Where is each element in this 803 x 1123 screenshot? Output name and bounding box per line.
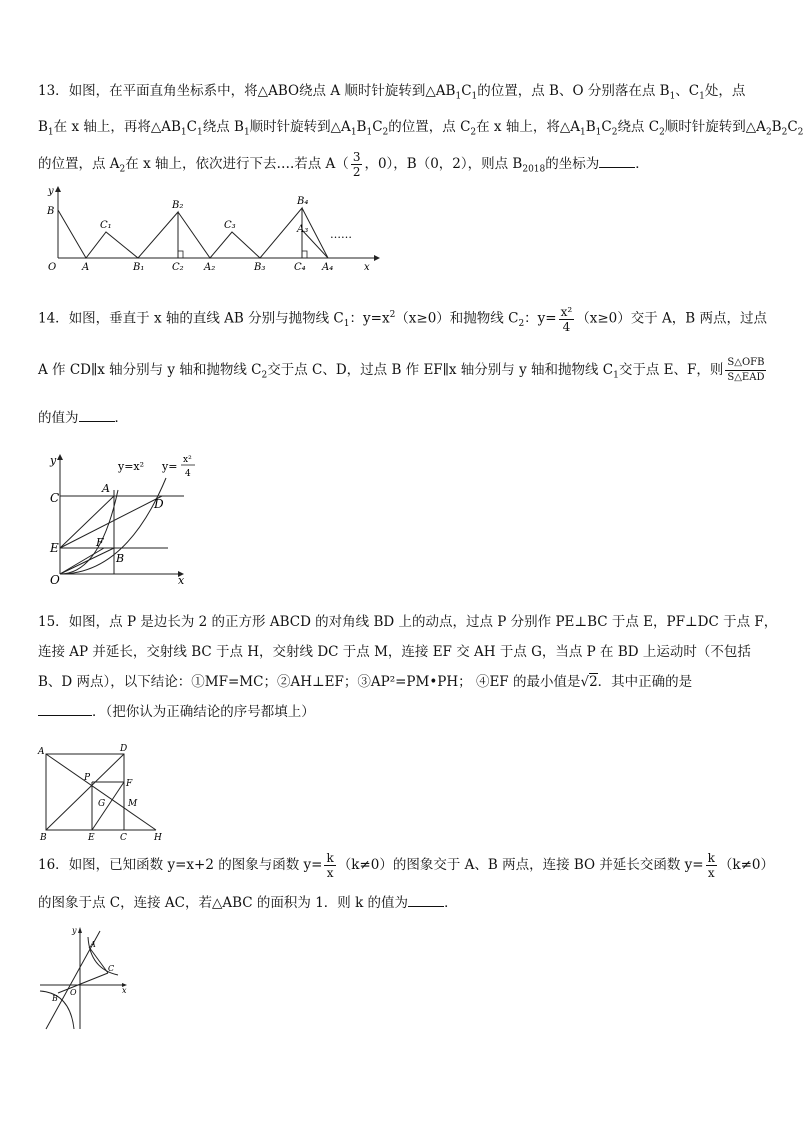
svg-text:A: A: [90, 940, 96, 949]
svg-text:y: y: [50, 454, 57, 467]
svg-text:C₃: C₃: [224, 220, 236, 231]
answer-blank[interactable]: [599, 153, 635, 168]
q14-line-2: A 作 CD∥x 轴分别与 y 轴和抛物线 $C_2$交于点 C、D，过点 B 作 EF∥x 轴分别与 y 轴和抛物线 $C_1$交于点 E、F，则 $\frac{\text{S△OFB}}{\text{S△EAD}}$: [38, 357, 765, 384]
q13-line-2: $B_1$在 x 轴上，再将$\triangle AB_1C_1$绕点 $B_1$顺时针旋转到$\triangle A_1B_1C_2$的位置，点 $C_2$在 x 轴上，将$\triangle A_1B_1C_2$绕点 $C_2$顺时针旋转到$\triangle A_2B_2C_2$: [38, 118, 803, 138]
question-14: [38, 300, 767, 433]
q16-figure: [36, 925, 132, 1033]
svg-text:A₃: A₃: [297, 224, 309, 235]
svg-text:……: ……: [330, 228, 352, 241]
svg-text:C₁: C₁: [100, 220, 112, 231]
svg-text:y=: y=: [162, 460, 178, 473]
svg-text:P: P: [84, 773, 91, 783]
q13-figure: [38, 184, 384, 276]
fraction-k-over-x-2: $\frac{k}{x}$: [707, 851, 715, 880]
svg-text:B: B: [47, 206, 55, 217]
svg-text:B: B: [52, 994, 58, 1003]
q16-line-2: 的图象于点 C，连接 AC，若△ABC 的面积为 1．则 k 的值为 ．: [38, 888, 760, 918]
area-ratio-fraction: $\frac{\text{S△OFB}}{\text{S△EAD}}$: [727, 357, 765, 384]
q13-label-y: y: [48, 186, 54, 197]
svg-text:B₁: B₁: [133, 262, 145, 273]
fraction-x2-over-4: $\frac{\text{x²}}{4}$: [560, 304, 573, 334]
q15-line-3: B、D 两点），以下结论：①MF=MC；②AH⊥EF；③AP²=PM•PH； ④EF 的最小值是√2．其中正确的是: [38, 674, 693, 690]
q13-line-1: 13．如图，在平面直角坐标系中，将△ABO绕点 A 顺时针旋转到$\triangle AB_1C_1$的位置，点 B、O 分别落在点 $B_1$、$C_1$处，点: [38, 83, 746, 102]
svg-text:A: A: [82, 262, 90, 273]
fraction-k-over-x: $\frac{k}{x}$: [326, 851, 334, 880]
question-15: [38, 607, 778, 727]
q16-number: 16．: [38, 857, 69, 873]
q13-line-3: 的位置，点 $A_2$在 x 轴上，依次进行下去….若点 A（ $\frac{3}{2}$ ，0），B（0，2），则点 $B_{2018}$的坐标为 ．: [38, 150, 649, 180]
q15-line-1: 15．如图，点 P 是边长为 2 的正方形 ABCD 的对角线 BD 上的动点，过点 P 分别作 PE⊥BC 于点 E，PF⊥DC 于点 F，: [38, 614, 778, 630]
svg-text:C₄: C₄: [294, 262, 306, 273]
svg-text:x²: x²: [183, 455, 192, 465]
q14-line-3: 的值为 ．: [38, 403, 760, 433]
q15-line-2: 连接 AP 并延长，交射线 BC 于点 H，交射线 DC 于点 M，连接 EF 交 AH 于点 G，当点 P 在 BD 上运动时（不包括: [38, 644, 751, 660]
svg-text:O: O: [70, 988, 77, 997]
svg-text:x: x: [122, 986, 127, 995]
svg-text:D: D: [154, 497, 164, 511]
svg-text:B₃: B₃: [254, 262, 266, 273]
svg-text:D: D: [120, 744, 128, 754]
svg-text:C: C: [50, 491, 60, 505]
svg-text:C: C: [120, 833, 127, 843]
svg-text:A: A: [38, 747, 45, 757]
svg-text:y=x²: y=x²: [118, 460, 145, 473]
svg-text:H: H: [154, 833, 162, 843]
svg-text:C₂: C₂: [172, 262, 184, 273]
q15-figure: [36, 742, 170, 844]
svg-text:A₄: A₄: [322, 262, 334, 273]
q15-line-4: ．（把你认为正确结论的序号都填上）: [38, 697, 760, 727]
sqrt-sign: √: [580, 674, 590, 690]
svg-text:F: F: [96, 536, 104, 549]
svg-text:B₂: B₂: [172, 200, 184, 211]
svg-text:B: B: [116, 552, 125, 565]
svg-text:G: G: [98, 799, 106, 809]
fraction-three-halves: $\frac{3}{2}$: [352, 150, 361, 180]
svg-text:x: x: [364, 262, 370, 273]
svg-text:M: M: [128, 799, 138, 809]
svg-text:O: O: [48, 262, 57, 273]
svg-text:x: x: [178, 574, 185, 587]
question-16: [38, 850, 774, 918]
svg-text:A₂: A₂: [204, 262, 216, 273]
svg-text:E: E: [50, 541, 59, 555]
svg-text:B: B: [40, 833, 47, 843]
q14-line-1: 14．如图，垂直于 x 轴的直线 AB 分别与抛物线 $C_1$：$y=x^2(x\ge 0)$和抛物线 $C_2$：y= $\frac{\text{x²}}{4}$ （x≥0）交于 A，B 两点，过点: [38, 304, 767, 334]
answer-blank[interactable]: [408, 892, 444, 907]
question-13: [38, 76, 803, 185]
svg-text:F: F: [126, 779, 133, 789]
answer-blank[interactable]: [79, 407, 115, 422]
q15-number: 15．: [38, 614, 69, 630]
q14-number: 14．: [38, 310, 69, 327]
svg-text:O: O: [50, 573, 60, 587]
q16-line-1: 16．如图，已知函数 y=x+2 的图象与函数 y= $\frac{k}{x}$ （k≠0）的图象交于 A、B 两点，连接 BO 并延长交函数 y= $\frac{k}{x}$ （k≠0）: [38, 851, 774, 880]
svg-text:C: C: [108, 964, 115, 973]
svg-text:A: A: [102, 482, 110, 495]
svg-text:y: y: [72, 926, 77, 935]
answer-blank[interactable]: [38, 701, 92, 716]
svg-text:4: 4: [185, 469, 191, 479]
q13-number: 13．: [38, 83, 69, 99]
q14-figure: [38, 450, 198, 590]
svg-text:B₄: B₄: [297, 196, 309, 207]
svg-text:E: E: [88, 833, 95, 843]
